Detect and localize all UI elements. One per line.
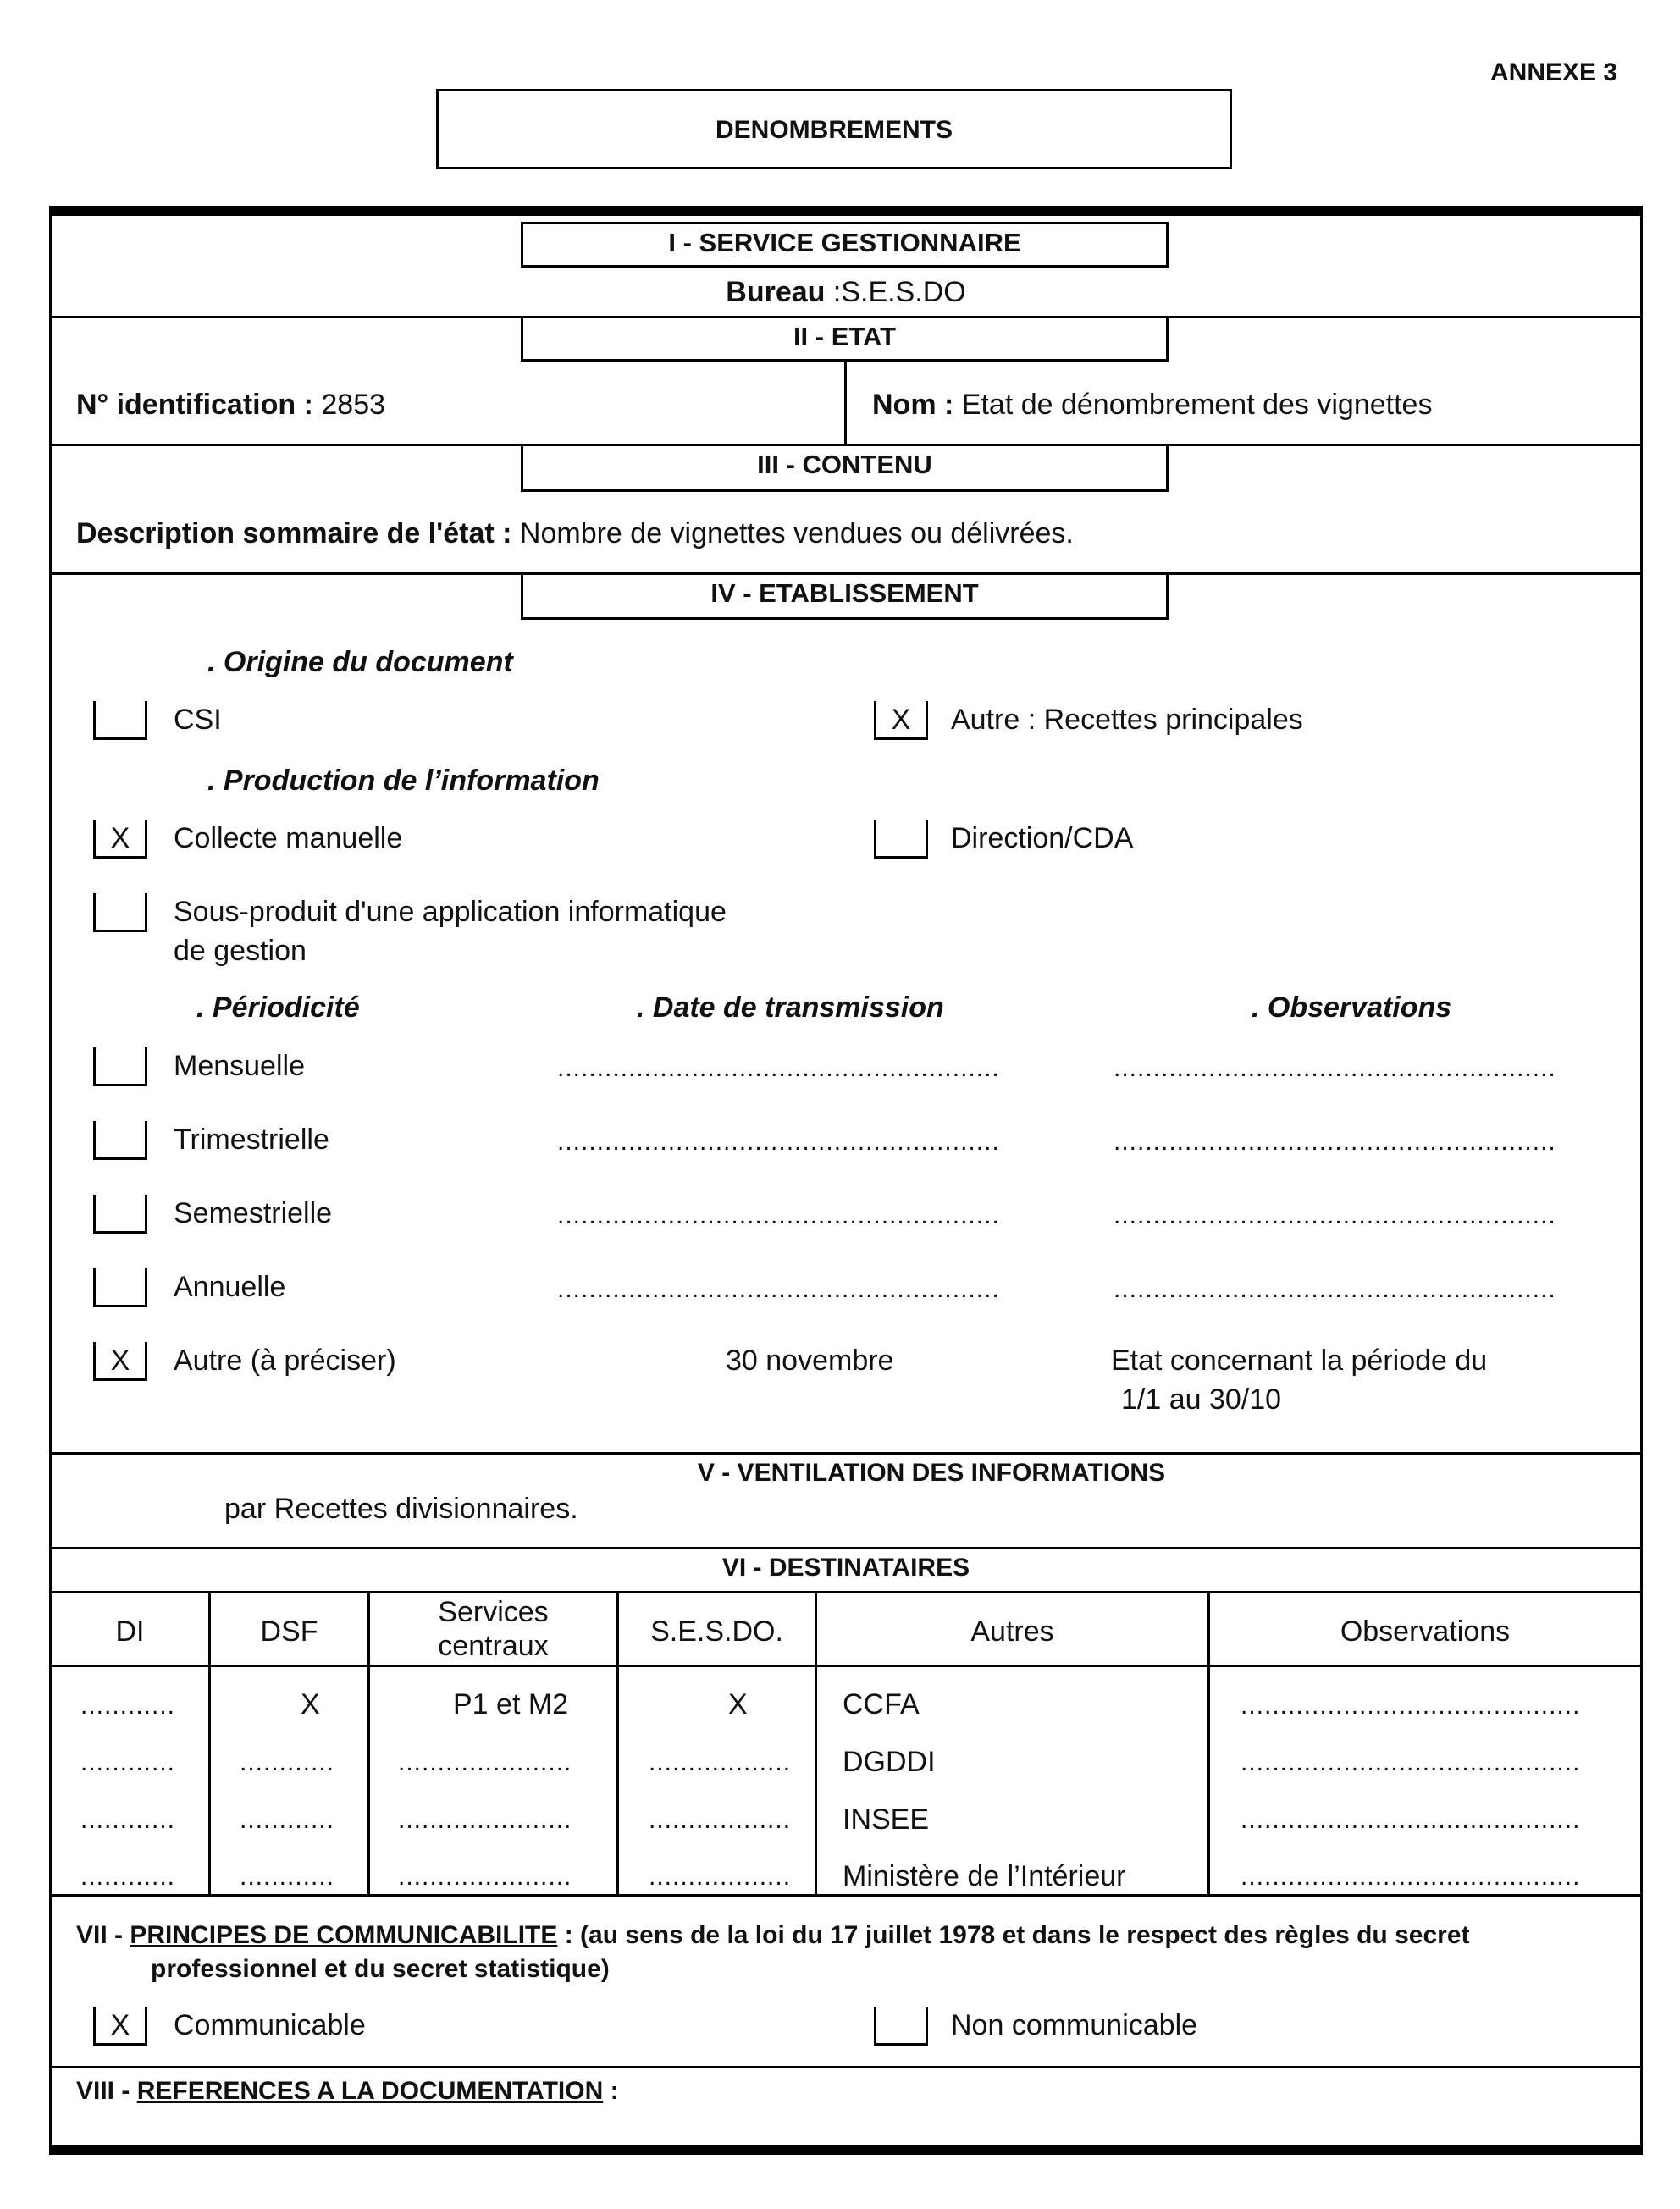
- production-sousproduit-label: Sous-produit d'une application informatique: [174, 896, 727, 928]
- col-header-services: Services: [438, 1596, 549, 1628]
- period-autre-label: Autre (à préciser): [174, 1345, 396, 1377]
- section-7-rest-2: professionnel et du secret statistique): [151, 1955, 610, 1983]
- section-3-title: III - CONTENU: [521, 444, 1169, 492]
- period-autre-obs-2: 1/1 au 30/10: [1121, 1383, 1282, 1416]
- table-row-2-obs: ...........................................: [1241, 1748, 1581, 1776]
- table-row-3-sesdo: ..................: [649, 1806, 792, 1834]
- section-8-suffix: :: [610, 2077, 619, 2105]
- production-sousproduit-checkbox[interactable]: [93, 893, 147, 932]
- name-label: Nom :: [872, 389, 954, 421]
- table-row-1-services: P1 et M2: [453, 1688, 569, 1720]
- transmission-date-heading: . Date de transmission: [637, 991, 944, 1024]
- section-2-title: II - ETAT: [521, 316, 1169, 362]
- non-communicable-label: Non communicable: [951, 2009, 1198, 2041]
- period-trimestrielle-checkbox[interactable]: [93, 1121, 147, 1160]
- section-6-title: VI - DESTINATAIRES: [721, 1554, 970, 1582]
- section-8-title-line: [76, 2076, 619, 2107]
- description-value: Nombre de vignettes vendues ou délivrées.: [519, 517, 1074, 549]
- period-mensuelle-label: Mensuelle: [174, 1050, 305, 1082]
- section-2-split: [844, 362, 847, 445]
- description-field: [76, 516, 1074, 550]
- identification-value: 2853: [321, 389, 386, 421]
- table-row-2-services: ......................: [398, 1748, 572, 1776]
- table-row-4-services: ......................: [398, 1863, 572, 1891]
- communicable-checkbox[interactable]: X: [93, 2007, 147, 2046]
- section-8-prefix: VIII -: [76, 2077, 130, 2105]
- col-header-observations: Observations: [1340, 1615, 1511, 1648]
- communicable-label: Communicable: [174, 2009, 366, 2041]
- production-sousproduit-label-2: de gestion: [174, 935, 307, 967]
- bureau-line: [52, 275, 1640, 309]
- identification-label: N° identification :: [76, 389, 313, 421]
- col-header-di: DI: [115, 1615, 145, 1648]
- destinataires-header-bottom: [49, 1665, 1643, 1667]
- table-row-2-sesdo: ..................: [649, 1748, 792, 1776]
- table-row-1-autres: CCFA: [843, 1688, 920, 1720]
- period-annuelle-obs: ........................................................: [1114, 1275, 1556, 1303]
- section-7-title-line: [76, 1920, 1470, 1951]
- period-autre-checkbox[interactable]: X: [93, 1342, 147, 1381]
- table-row-4-dsf: ............: [240, 1863, 335, 1891]
- frame-top-thick: [49, 206, 1643, 216]
- period-trimestrielle-label: Trimestrielle: [174, 1124, 329, 1156]
- frame-bottom-thick: [49, 2145, 1643, 2155]
- identification-field: [76, 388, 385, 422]
- period-annuelle-checkbox[interactable]: [93, 1268, 147, 1307]
- section-6-divider: [49, 1547, 1643, 1549]
- section-5-divider: [49, 1452, 1643, 1455]
- period-trimestrielle-obs: ........................................................: [1114, 1128, 1556, 1156]
- table-row-1-obs: ...........................................: [1241, 1692, 1581, 1720]
- observations-heading: . Observations: [1252, 991, 1452, 1024]
- period-semestrielle-obs: ........................................................: [1114, 1201, 1556, 1229]
- section-7-prefix: VII -: [76, 1921, 124, 1949]
- production-heading: . Production de l’information: [207, 765, 600, 797]
- name-value: Etat de dénombrement des vignettes: [961, 389, 1433, 421]
- period-mensuelle-checkbox[interactable]: [93, 1047, 147, 1086]
- col-header-sesdo: S.E.S.DO.: [650, 1615, 783, 1648]
- section-7-title: PRINCIPES DE COMMUNICABILITE: [130, 1921, 558, 1949]
- origin-heading: . Origine du document: [207, 646, 513, 678]
- document-title: DENOMBREMENTS: [715, 116, 953, 144]
- document-title-box: [436, 89, 1232, 169]
- table-row-4-di: ............: [80, 1863, 176, 1891]
- origin-autre-label: Autre : Recettes principales: [951, 704, 1303, 736]
- section-7-divider: [49, 1894, 1643, 1897]
- table-row-2-di: ............: [80, 1748, 176, 1776]
- section-7-rest: : (au sens de la loi du 17 juillet 1978 et dans le respect des règles du secret: [564, 1921, 1470, 1949]
- origin-csi-checkbox[interactable]: [93, 701, 147, 740]
- section-8-divider: [49, 2066, 1643, 2068]
- name-field: [872, 388, 1432, 422]
- period-mensuelle-date: ........................................................: [557, 1054, 1000, 1082]
- origin-csi-label: CSI: [174, 704, 222, 736]
- col-header-dsf: DSF: [260, 1615, 318, 1648]
- period-semestrielle-date: ........................................................: [557, 1201, 1000, 1229]
- origin-autre-checkbox[interactable]: X: [874, 701, 928, 740]
- frame-right: [1640, 206, 1643, 2155]
- annex-label: ANNEXE 3: [1490, 58, 1618, 86]
- period-annuelle-date: ........................................................: [557, 1275, 1000, 1303]
- production-collecte-label: Collecte manuelle: [174, 822, 403, 854]
- table-row-1-di: ............: [80, 1692, 176, 1720]
- table-row-2-autres: DGDDI: [843, 1746, 936, 1778]
- period-annuelle-label: Annuelle: [174, 1271, 286, 1303]
- table-row-3-autres: INSEE: [843, 1803, 930, 1836]
- table-row-3-services: ......................: [398, 1806, 572, 1834]
- non-communicable-checkbox[interactable]: [874, 2007, 928, 2046]
- table-row-4-autres: Ministère de l’Intérieur: [843, 1860, 1126, 1892]
- table-row-3-obs: ...........................................: [1241, 1806, 1581, 1834]
- table-row-3-di: ............: [80, 1806, 176, 1834]
- period-semestrielle-label: Semestrielle: [174, 1197, 333, 1229]
- production-collecte-checkbox[interactable]: X: [93, 820, 147, 859]
- table-row-2-dsf: ............: [240, 1748, 335, 1776]
- table-row-4-sesdo: ..................: [649, 1863, 792, 1891]
- period-semestrielle-checkbox[interactable]: [93, 1195, 147, 1234]
- col-header-centraux: centraux: [438, 1630, 549, 1662]
- description-label: Description sommaire de l'état :: [76, 517, 512, 549]
- section-4-title: IV - ETABLISSEMENT: [521, 572, 1169, 620]
- period-autre-date: 30 novembre: [726, 1345, 894, 1377]
- period-mensuelle-obs: ........................................................: [1114, 1054, 1556, 1082]
- period-autre-obs: Etat concernant la période du: [1111, 1345, 1488, 1377]
- ventilation-value: par Recettes divisionnaires.: [224, 1493, 578, 1525]
- bureau-value: :S.E.S.DO: [832, 276, 966, 308]
- section-1-title: I - SERVICE GESTIONNAIRE: [521, 222, 1169, 268]
- bureau-label: Bureau: [726, 276, 826, 308]
- col-header-autres: Autres: [970, 1615, 1054, 1648]
- table-row-3-dsf: ............: [240, 1806, 335, 1834]
- periodicity-heading: . Périodicité: [196, 991, 360, 1024]
- frame-left: [49, 206, 52, 2155]
- table-row-1-dsf: X: [301, 1688, 320, 1720]
- destinataires-header-top: [49, 1591, 1643, 1593]
- production-direction-label: Direction/CDA: [951, 822, 1134, 854]
- production-direction-checkbox[interactable]: [874, 820, 928, 859]
- section-8-title: REFERENCES A LA DOCUMENTATION: [136, 2077, 604, 2105]
- table-row-4-obs: ...........................................: [1241, 1863, 1581, 1891]
- period-trimestrielle-date: ........................................................: [557, 1128, 1000, 1156]
- section-5-title: V - VENTILATION DES INFORMATIONS: [697, 1459, 1166, 1487]
- table-row-1-sesdo: X: [728, 1688, 748, 1720]
